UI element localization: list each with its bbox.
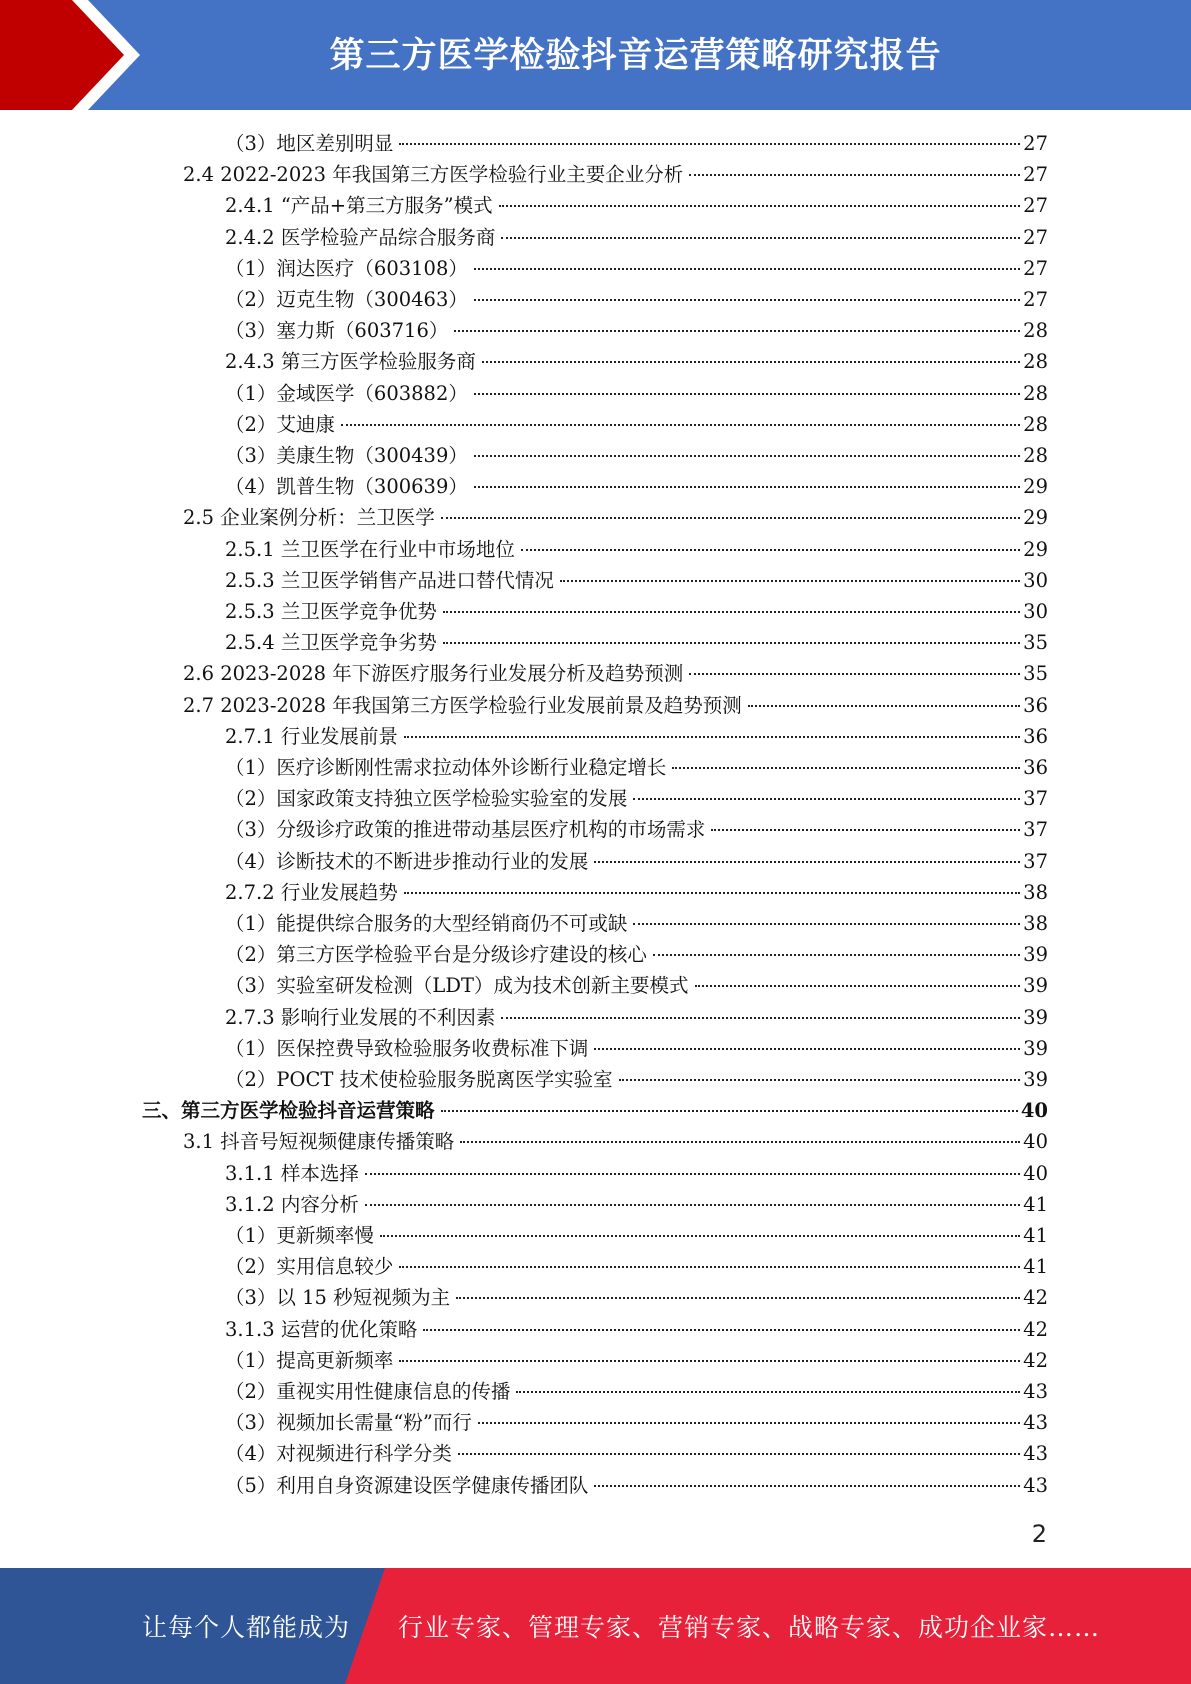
toc-entry-label: 2.5 企业案例分析：兰卫医学 [183, 506, 435, 529]
toc-entry-page: 43 [1023, 1380, 1048, 1403]
toc-entry-label: （4）凯普生物（300639） [225, 475, 468, 498]
toc-entry-label: 2.6 2023-2028 年下游医疗服务行业发展分析及趋势预测 [183, 662, 684, 685]
toc-entry-label: （1）提高更新频率 [225, 1349, 394, 1372]
toc-entry-page: 29 [1023, 538, 1048, 561]
footer-slogan-left: 让每个人都能成为 [142, 1613, 351, 1642]
toc-dot-leader [748, 705, 1020, 707]
toc-entry-page: 39 [1023, 1068, 1048, 1091]
toc-entry[interactable] [183, 502, 1048, 533]
toc-entry[interactable] [225, 1282, 1048, 1313]
toc-entry-label: （2）实用信息较少 [225, 1255, 394, 1278]
toc-entry-label: 三、第三方医学检验抖音运营策略 [142, 1099, 435, 1122]
toc-dot-leader [404, 736, 1020, 738]
toc-entry-label: 2.4.3 第三方医学检验服务商 [225, 350, 476, 373]
footer-slogan-right: 行业专家、管理专家、营销专家、战略专家、成功企业家…… [398, 1613, 1101, 1642]
toc-dot-leader [443, 642, 1020, 644]
toc-entry-page: 42 [1023, 1318, 1048, 1341]
toc-entry-page: 36 [1023, 756, 1048, 779]
toc-dot-leader [501, 237, 1020, 239]
toc-entry-page: 28 [1023, 382, 1048, 405]
page-footer [0, 1568, 1191, 1684]
toc-entry[interactable] [225, 534, 1048, 565]
toc-entry-label: （2）迈克生物（300463） [225, 288, 468, 311]
toc-entry-page: 28 [1023, 350, 1048, 373]
toc-entry-label: （2）国家政策支持独立医学检验实验室的发展 [225, 787, 628, 810]
toc-entry-page: 36 [1023, 694, 1048, 717]
toc-entry[interactable] [225, 1407, 1048, 1438]
toc-entry-page: 27 [1023, 194, 1048, 217]
toc-entry-page: 39 [1023, 943, 1048, 966]
toc-dot-leader [454, 330, 1020, 332]
report-title: 第三方医学检验抖音运营策略研究报告 [329, 36, 942, 76]
toc-entry-label: （3）美康生物（300439） [225, 444, 468, 467]
toc-entry[interactable] [183, 658, 1048, 689]
toc-entry-page: 41 [1023, 1224, 1048, 1247]
toc-entry-page: 39 [1023, 1037, 1048, 1060]
toc-dot-leader [501, 1017, 1020, 1019]
toc-entry-label: （3）分级诊疗政策的推进带动基层医疗机构的市场需求 [225, 818, 706, 841]
toc-entry-label: （2）艾迪康 [225, 413, 335, 436]
toc-entry[interactable] [225, 565, 1048, 596]
toc-entry[interactable] [225, 1438, 1048, 1469]
toc-entry[interactable] [225, 939, 1048, 970]
toc-entry[interactable] [225, 1002, 1048, 1033]
toc-entry[interactable] [183, 690, 1048, 721]
toc-dot-leader [399, 143, 1020, 145]
toc-entry[interactable] [225, 409, 1048, 440]
toc-entry[interactable] [225, 1189, 1048, 1220]
toc-entry-page: 35 [1023, 631, 1048, 654]
toc-entry-label: 2.5.4 兰卫医学竞争劣势 [225, 631, 437, 654]
toc-dot-leader [560, 580, 1020, 582]
toc-entry-page: 28 [1023, 413, 1048, 436]
toc-dot-leader [380, 1235, 1020, 1237]
toc-dot-leader [695, 985, 1021, 987]
toc-dot-leader [423, 1329, 1020, 1331]
toc-dot-leader [521, 549, 1020, 551]
toc-entry[interactable] [183, 1126, 1048, 1157]
toc-entry-label: （2）重视实用性健康信息的传播 [225, 1380, 511, 1403]
toc-entry-page: 42 [1023, 1286, 1048, 1309]
toc-entry-label: （1）能提供综合服务的大型经销商仍不可或缺 [225, 912, 628, 935]
toc-dot-leader [478, 1422, 1020, 1424]
toc-entry-label: （1）润达医疗（603108） [225, 257, 468, 280]
toc-dot-leader [399, 1360, 1020, 1362]
toc-entry-page: 37 [1023, 787, 1048, 810]
toc-entry[interactable] [225, 596, 1048, 627]
toc-entry[interactable] [225, 1033, 1048, 1064]
toc-entry-label: （1）医疗诊断刚性需求拉动体外诊断行业稳定增长 [225, 756, 667, 779]
toc-entry-label: （1）金域医学（603882） [225, 382, 468, 405]
toc-entry-page: 27 [1023, 288, 1048, 311]
toc-dot-leader [443, 611, 1020, 613]
toc-dot-leader [594, 1048, 1020, 1050]
toc-entry-page: 40 [1023, 1130, 1048, 1153]
toc-entry[interactable] [225, 1345, 1048, 1376]
toc-entry[interactable] [225, 440, 1048, 471]
toc-entry[interactable] [225, 1470, 1048, 1501]
toc-dot-leader [474, 393, 1020, 395]
toc-dot-leader [441, 1110, 1018, 1112]
toc-dot-leader [474, 268, 1020, 270]
toc-entry-page: 43 [1023, 1474, 1048, 1497]
toc-entry[interactable] [225, 1376, 1048, 1407]
toc-entry-label: 2.7.2 行业发展趋势 [225, 881, 398, 904]
toc-entry-label: （3）塞力斯（603716） [225, 319, 449, 342]
toc-entry-label: 3.1.1 样本选择 [225, 1162, 359, 1185]
toc-entry[interactable] [225, 222, 1048, 253]
toc-entry-label: （3）视频加长需量“粉”而行 [225, 1411, 472, 1434]
toc-entry-label: 2.4.2 医学检验产品综合服务商 [225, 226, 496, 249]
toc-entry-label: （2）POCT 技术使检验服务脱离医学实验室 [225, 1068, 613, 1091]
toc-entry-page: 40 [1023, 1162, 1048, 1185]
toc-entry-page: 27 [1023, 257, 1048, 280]
toc-entry-page: 30 [1023, 569, 1048, 592]
toc-dot-leader [619, 1079, 1021, 1081]
toc-entry-page: 39 [1023, 1006, 1048, 1029]
toc-entry-page: 38 [1023, 881, 1048, 904]
toc-entry-label: （3）以 15 秒短视频为主 [225, 1286, 451, 1309]
toc-entry-label: （3）地区差别明显 [225, 132, 394, 155]
toc-entry-page: 28 [1023, 444, 1048, 467]
toc-entry-label: （4）诊断技术的不断进步推动行业的发展 [225, 850, 589, 873]
toc-entry-label: （3）实验室研发检测（LDT）成为技术创新主要模式 [225, 974, 689, 997]
toc-entry-page: 43 [1023, 1411, 1048, 1434]
toc-dot-leader [341, 424, 1020, 426]
toc-entry[interactable] [225, 378, 1048, 409]
toc-entry-page: 35 [1023, 662, 1048, 685]
toc-entry-page: 42 [1023, 1349, 1048, 1372]
toc-entry[interactable] [225, 1064, 1048, 1095]
toc-entry[interactable] [225, 253, 1048, 284]
toc-entry[interactable] [142, 1095, 1048, 1126]
toc-dot-leader [689, 673, 1020, 675]
toc-dot-leader [482, 361, 1020, 363]
toc-entry-label: 2.5.1 兰卫医学在行业中市场地位 [225, 538, 515, 561]
toc-dot-leader [365, 1173, 1020, 1175]
toc-dot-leader [711, 829, 1020, 831]
toc-dot-leader [653, 954, 1020, 956]
toc-dot-leader [689, 174, 1020, 176]
toc-entry-page: 37 [1023, 850, 1048, 873]
toc-entry[interactable] [225, 471, 1048, 502]
toc-entry-page: 30 [1023, 600, 1048, 623]
toc-entry[interactable] [225, 1251, 1048, 1282]
toc-entry-page: 27 [1023, 132, 1048, 155]
toc-entry[interactable] [225, 1314, 1048, 1345]
toc-entry[interactable] [225, 877, 1048, 908]
toc-dot-leader [499, 205, 1021, 207]
toc-entry-page: 29 [1023, 475, 1048, 498]
toc-entry[interactable] [225, 190, 1048, 221]
toc-dot-leader [441, 517, 1020, 519]
toc-dot-leader [460, 1141, 1020, 1143]
toc-dot-leader [633, 923, 1020, 925]
toc-dot-leader [672, 767, 1020, 769]
toc-entry-page: 41 [1023, 1255, 1048, 1278]
toc-entry[interactable] [225, 627, 1048, 658]
toc-dot-leader [594, 861, 1020, 863]
toc-entry-label: 2.7 2023-2028 年我国第三方医学检验行业发展前景及趋势预测 [183, 694, 742, 717]
toc-entry-page: 40 [1020, 1099, 1048, 1122]
toc-dot-leader [594, 1485, 1020, 1487]
toc-entry-label: 2.4 2022-2023 年我国第三方医学检验行业主要企业分析 [183, 163, 684, 186]
toc-entry-page: 38 [1023, 912, 1048, 935]
toc-entry[interactable] [225, 908, 1048, 939]
toc-dot-leader [516, 1391, 1020, 1393]
toc-entry[interactable] [225, 814, 1048, 845]
toc-entry-page: 36 [1023, 725, 1048, 748]
toc-entry[interactable] [225, 346, 1048, 377]
toc-entry-page: 43 [1023, 1442, 1048, 1465]
toc-entry-label: 2.7.1 行业发展前景 [225, 725, 398, 748]
toc-entry-label: 2.4.1 “产品+第三方服务”模式 [225, 194, 493, 217]
toc-entry[interactable] [225, 315, 1048, 346]
toc-dot-leader [633, 798, 1020, 800]
toc-dot-leader [474, 299, 1020, 301]
toc-entry-label: （5）利用自身资源建设医学健康传播团队 [225, 1474, 589, 1497]
toc-entry[interactable] [225, 1220, 1048, 1251]
toc-entry-label: 3.1 抖音号短视频健康传播策略 [183, 1130, 455, 1153]
toc-dot-leader [399, 1266, 1020, 1268]
toc-entry[interactable] [225, 1158, 1048, 1189]
toc-entry[interactable] [225, 284, 1048, 315]
toc-dot-leader [404, 892, 1020, 894]
toc-entry-page: 39 [1023, 974, 1048, 997]
toc-entry-page: 37 [1023, 818, 1048, 841]
header-arrow-decoration [0, 0, 160, 110]
toc-entry-label: 2.7.3 影响行业发展的不利因素 [225, 1006, 496, 1029]
toc-dot-leader [474, 455, 1020, 457]
toc-entry[interactable] [225, 721, 1048, 752]
toc-dot-leader [458, 1453, 1020, 1455]
toc-entry[interactable] [183, 159, 1048, 190]
toc-entry-label: 2.5.3 兰卫医学销售产品进口替代情况 [225, 569, 554, 592]
page-number: 2 [1031, 1520, 1047, 1548]
toc-entry-label: （1）医保控费导致检验服务收费标准下调 [225, 1037, 589, 1060]
toc-entry-page: 41 [1023, 1193, 1048, 1216]
toc-entry-page: 27 [1023, 226, 1048, 249]
toc-entry[interactable] [225, 970, 1048, 1001]
toc-entry-label: （4）对视频进行科学分类 [225, 1442, 452, 1465]
toc-entry-page: 28 [1023, 319, 1048, 342]
toc-entry[interactable] [225, 846, 1048, 877]
toc-entry-label: （1）更新频率慢 [225, 1224, 374, 1247]
toc-entry[interactable] [225, 783, 1048, 814]
toc-dot-leader [365, 1204, 1020, 1206]
toc-dot-leader [474, 486, 1020, 488]
toc-entry-label: 3.1.2 内容分析 [225, 1193, 359, 1216]
toc-entry[interactable] [225, 752, 1048, 783]
toc-entry[interactable] [225, 128, 1048, 159]
toc-entry-label: 3.1.3 运营的优化策略 [225, 1318, 418, 1341]
page-header [0, 0, 1191, 110]
toc-entry-label: （2）第三方医学检验平台是分级诊疗建设的核心 [225, 943, 647, 966]
toc-entry-page: 29 [1023, 506, 1048, 529]
toc-entry-page: 27 [1023, 163, 1048, 186]
toc-entry-label: 2.5.3 兰卫医学竞争优势 [225, 600, 437, 623]
toc-dot-leader [456, 1297, 1020, 1299]
